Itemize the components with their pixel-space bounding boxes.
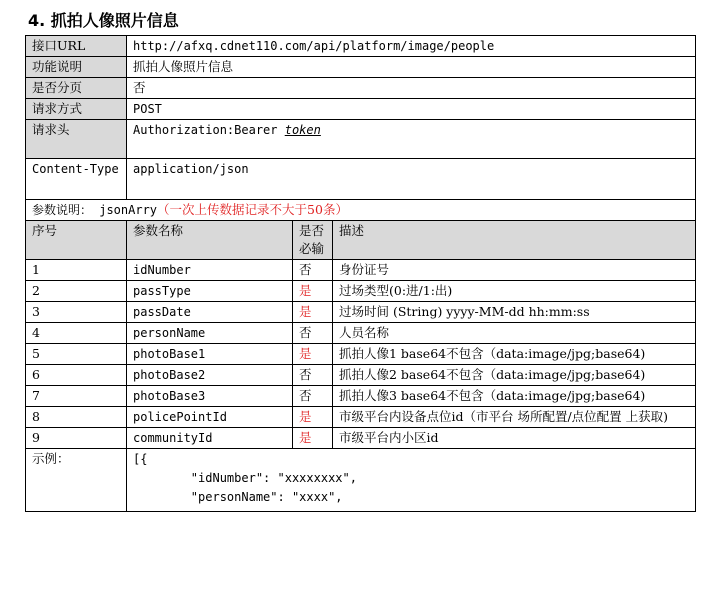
row-param-name: passType [127, 281, 293, 302]
row-no: 6 [26, 365, 127, 386]
params-header-row [26, 221, 696, 260]
example-line: "personName": "xxxx", [133, 490, 343, 504]
header-value [127, 120, 696, 159]
row-description: 抓拍人像1 base64不包含（data:image/jpg;base64) [333, 344, 696, 365]
row-no: 3 [26, 302, 127, 323]
col-header-no: 序号 [26, 221, 127, 260]
example-row [26, 449, 696, 512]
url-value: http://afxq.cdnet110.com/api/platform/image/people [127, 36, 696, 57]
table-row [26, 281, 696, 302]
example-line: "idNumber": "xxxxxxxx", [133, 471, 357, 485]
row-no: 7 [26, 386, 127, 407]
table-row [26, 323, 696, 344]
row-no: 4 [26, 323, 127, 344]
row-description: 过场类型(0:进/1:出) [333, 281, 696, 302]
section-title: 4. 抓拍人像照片信息 [28, 11, 179, 30]
table-row [26, 407, 696, 428]
row-no: 8 [26, 407, 127, 428]
content-type-row [26, 159, 696, 200]
url-label: 接口URL [26, 36, 127, 57]
row-required: 是 [293, 344, 333, 365]
row-param-name: photoBase3 [127, 386, 293, 407]
row-required: 否 [293, 386, 333, 407]
row-param-name: policePointId [127, 407, 293, 428]
table-row [26, 386, 696, 407]
row-param-name: photoBase1 [127, 344, 293, 365]
row-description: 市级平台内设备点位id（市平台 场所配置/点位配置 上获取) [333, 407, 696, 428]
row-param-name: passDate [127, 302, 293, 323]
row-description: 人员名称 [333, 323, 696, 344]
url-row [26, 36, 696, 57]
content-type-value: application/json [127, 159, 696, 200]
example-code [127, 449, 696, 512]
function-row [26, 57, 696, 78]
table-row [26, 302, 696, 323]
row-required: 是 [293, 281, 333, 302]
header-label: 请求头 [26, 120, 127, 159]
api-spec-table [25, 35, 696, 512]
method-label: 请求方式 [26, 99, 127, 120]
row-description: 市级平台内小区id [333, 428, 696, 449]
header-row [26, 120, 696, 159]
row-param-name: idNumber [127, 260, 293, 281]
header-token: token [284, 123, 321, 137]
row-required: 否 [293, 365, 333, 386]
example-label: 示例： [26, 449, 127, 512]
params-note-prefix: 参数说明： jsonArry [32, 203, 158, 217]
col-header-description: 描述 [333, 221, 696, 260]
method-value: POST [127, 99, 696, 120]
table-row [26, 260, 696, 281]
row-param-name: communityId [127, 428, 293, 449]
example-line: [{ [133, 452, 148, 466]
row-required: 否 [293, 323, 333, 344]
row-description: 抓拍人像2 base64不包含（data:image/jpg;base64) [333, 365, 696, 386]
col-header-name: 参数名称 [127, 221, 293, 260]
header-value-text: Authorization:Bearer [133, 123, 285, 137]
params-note [26, 200, 696, 221]
row-description: 身份证号 [333, 260, 696, 281]
row-no: 2 [26, 281, 127, 302]
row-required: 是 [293, 302, 333, 323]
table-row [26, 428, 696, 449]
table-row [26, 344, 696, 365]
paging-label: 是否分页 [26, 78, 127, 99]
method-row [26, 99, 696, 120]
row-param-name: photoBase2 [127, 365, 293, 386]
row-no: 5 [26, 344, 127, 365]
content-type-label: Content-Type [26, 159, 127, 200]
row-required: 否 [293, 260, 333, 281]
params-note-row [26, 200, 696, 221]
paging-row [26, 78, 696, 99]
row-no: 9 [26, 428, 127, 449]
row-required: 是 [293, 428, 333, 449]
row-description: 抓拍人像3 base64不包含（data:image/jpg;base64) [333, 386, 696, 407]
col-header-required: 是否必输 [293, 221, 333, 260]
paging-value: 否 [127, 78, 696, 99]
row-required: 是 [293, 407, 333, 428]
row-param-name: personName [127, 323, 293, 344]
params-note-limit: （一次上传数据记录不大于50条） [157, 202, 348, 217]
function-label: 功能说明 [26, 57, 127, 78]
function-value: 抓拍人像照片信息 [127, 57, 696, 78]
row-no: 1 [26, 260, 127, 281]
table-row [26, 365, 696, 386]
row-description: 过场时间 (String) yyyy-MM-dd hh:mm:ss [333, 302, 696, 323]
